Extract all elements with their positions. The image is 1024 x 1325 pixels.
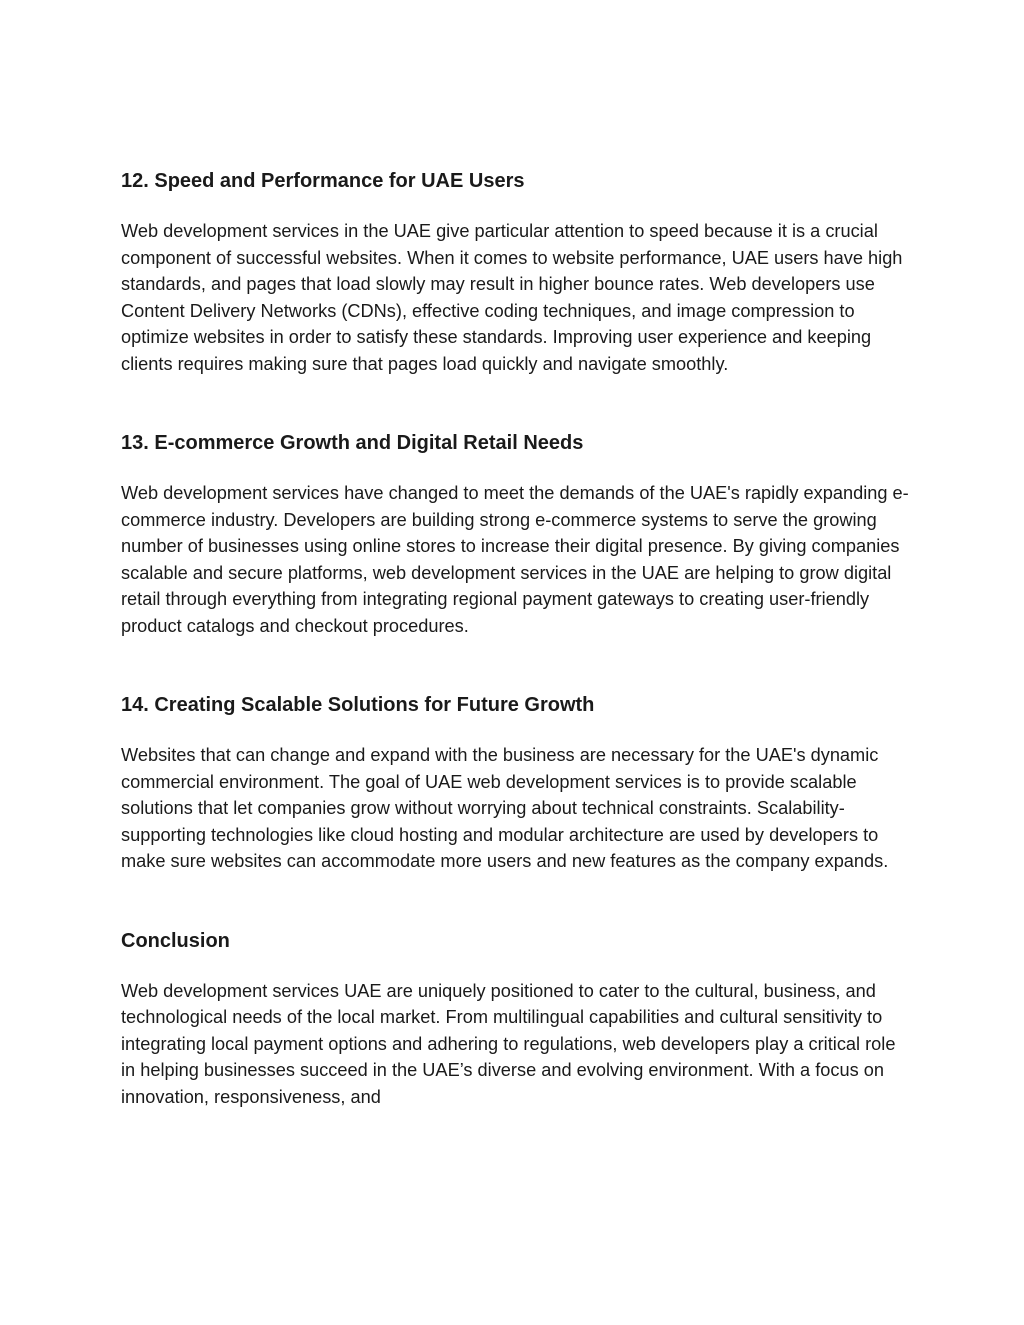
- section-conclusion: [121, 926, 911, 1111]
- section-paragraph: Web development services UAE are uniquely positioned to cater to the cultural, business, and technological needs of the local market. From multilingual capabilities and cultural sensitivity to integrating local payment options and adhering to regulations, web developers play a critical role in helping businesses succeed in the UAE’s diverse and evolving environment. With a focus on innovation, responsiveness, and: [121, 980, 896, 1107]
- section-speed-performance: [121, 166, 911, 377]
- section-heading: 12. Speed and Performance for UAE Users: [121, 170, 525, 192]
- section-scalable-solutions: [121, 690, 911, 875]
- section-heading: 13. E-commerce Growth and Digital Retail Needs: [121, 432, 584, 454]
- section-heading: 14. Creating Scalable Solutions for Future Growth: [121, 694, 595, 716]
- section-paragraph: Web development services in the UAE give particular attention to speed because it is a crucial component of successful websites. When it comes to website performance, UAE users have high standards, and pages that load slowly may result in higher bounce rates. Web developers use Content Delivery Networks (CDNs), effective coding techniques, and image compression to optimize websites in order to satisfy these standards. Improving user experience and keeping clients requires making sure that pages load quickly and navigate smoothly.: [121, 221, 903, 374]
- section-paragraph: Web development services have changed to meet the demands of the UAE's rapidly expanding e-commerce industry. Developers are building strong e-commerce systems to serve the growing number of businesses using online stores to increase their digital presence. By giving companies scalable and secure platforms, web development services in the UAE are helping to grow digital retail through everything from integrating regional payment gateways to creating user-friendly product catalogs and checkout procedures.: [121, 483, 909, 636]
- section-heading: Conclusion: [121, 929, 230, 952]
- section-ecommerce-growth: [121, 428, 911, 639]
- document-page: [121, 166, 911, 1110]
- section-paragraph: Websites that can change and expand with the business are necessary for the UAE's dynamic commercial environment. The goal of UAE web development services is to provide scalable solutions that let companies grow without worrying about technical constraints. Scalability-supporting technologies like cloud hosting and modular architecture are used by developers to make sure websites can accommodate more users and new features as the company expands.: [121, 745, 889, 871]
